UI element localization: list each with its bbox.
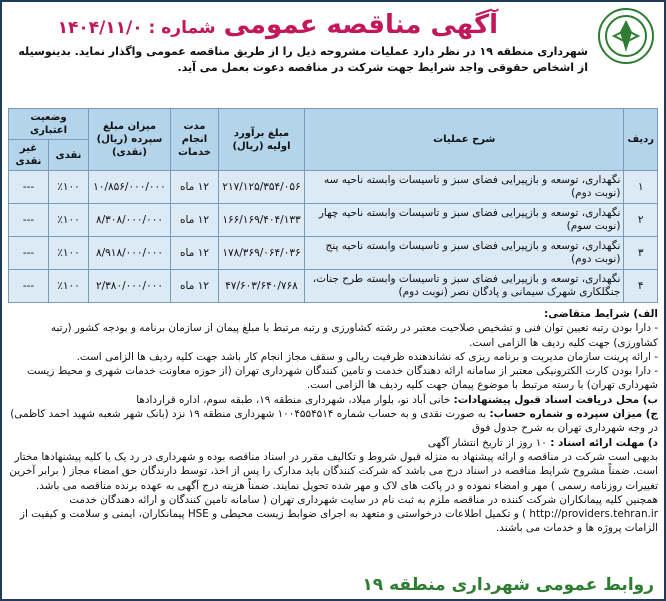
row-deposit: ۸/۹۱۸/۰۰۰/۰۰۰ [89,237,171,270]
row-noncash: --- [9,270,49,303]
row-description: نگهداری، توسعه و بازپیرایی فضای سبز و تاسیسات وابسته ناحیه پنج (نوبت دوم) [305,237,624,270]
row-number: ۱ [624,171,658,204]
conditions [8,307,658,536]
row-number: ۴ [624,270,658,303]
header-noncash: غیر نقدی [9,140,49,171]
header-credit-status: وضعیت اعتباری [9,109,89,140]
header-estimate: مبلغ برآورد اولیه (ریال) [219,109,305,171]
intro-text: شهرداری منطقه ۱۹ در نظر دارد عملیات مشروحه ذیل را از طریق مناقصه عمومی واگذار نماید. بدینوسیله از اشخاص حقوقی واجد شرایط جهت شرکت در مناقصه دعوت بعمل می آید. [18,45,588,74]
conditions-a-title: الف) شرایط متقاضی: [544,308,658,320]
condition-c-label: ج) میزان سپرده و شماره حساب: [489,408,658,421]
title-row [58,10,498,40]
header-duration: مدت انجام خدمات [171,109,219,171]
condition-d-label: د) مهلت ارائه اسناد : [550,436,658,449]
row-deposit: ۲/۳۸۰/۰۰۰/۰۰۰ [89,270,171,303]
table-row [9,171,658,204]
row-cash: ٪۱۰۰ [49,270,89,303]
row-noncash: --- [9,204,49,237]
row-deposit: ۱۰/۸۵۶/۰۰۰/۰۰۰ [89,171,171,204]
row-estimate: ۲۱۷/۱۲۵/۳۵۴/۰۵۶ [219,171,305,204]
row-number: ۲ [624,204,658,237]
row-estimate: ۱۷۸/۳۶۹/۰۶۴/۰۳۶ [219,237,305,270]
header-description: شرح عملیات [305,109,624,171]
condition-c [8,407,658,436]
condition-a1: - دارا بودن رتبه تعیین توان فنی و تشخیص صلاحیت معتبر در رشته کشاورزی و رتبه مرتبط با مبلغ پیمان از سازمان برنامه و بودجه کشور (رتبه کشاورزی) جهت کلیه ردیف ها الزامی است. [50,322,658,349]
tehran-municipality-logo [598,8,654,64]
row-duration: ۱۲ ماه [171,270,219,303]
condition-b-text: خانی آباد نو، بلوار میلاد، شهرداری منطقه ۱۹، طبقه سوم، اداره قراردادها [136,393,451,406]
condition-a3: - دارا بودن کارت الکترونیکی معتبر از سامانه ارائه دهندگان خدمت و تامین کنندگان شهرداری تهران (از حوزه معاونت خدمات شهری و محیط زیست شهرداری تهران) با رسته مرتبط با موضوع پیمان جهت کلیه ردیف ها الزامی است. [27,365,658,392]
condition-c-text: به صورت نقدی و به حساب شماره ۱۰۰۴۵۵۴۵۱۴ شهرداری منطقه ۱۹ نزد (بانک شهر شعبه شهید احمد کاظمی) در وجه شهرداری تهران به شرح جدول فوق [10,408,658,435]
logo-emblem-icon [602,12,650,60]
header-cash: نقدی [49,140,89,171]
condition-d-text: ۱۰ روز از تاریخ انتشار آگهی [427,436,547,449]
condition-b-label: ب) محل دریافت اسناد قبول پیشنهادات: [453,393,658,406]
table-row [9,204,658,237]
page-title: آگهی مناقصه عمومی [223,10,498,40]
footer-signature: روابط عمومی شهرداری منطقه ۱۹ [362,575,654,595]
row-estimate: ۴۷/۶۰۳/۶۴۰/۷۶۸ [219,270,305,303]
row-noncash: --- [9,171,49,204]
final-paragraph: بدیهی است شرکت در مناقصه و ارائه پیشنهاد به منزله قبول شروط و تکالیف مقرر در اسناد مناقصه بوده و شهرداری در رد یک یا کلیه پیشنهادها مختار است. ضمناً مشروح شرایط مناقصه در اسناد درج می باشد که شرکت کنندگان باید مدارک را پس از اخذ، توسط دارندگان حق امضاء مجاز ( برابر آخرین تغییرات روزنامه رسمی ) مهر و امضاء نموده و در پاکت های لاک و مهر شده تحویل نمایند. ضمناً هزینه درج آگهی به عهده برنده مناقصه می باشد. همچنین کلیه پیمانکاران شرکت کننده در مناقصه ملزم به ثبت نام در سایت شهرداری تهران ( سامانه تامین کنندگان و ارائه دهندگان خدمت http://providers.tehran.ir ) و تکمیل اطلاعات درخواستی و متعهد به اجرای ضوابط زیست محیطی و HSE پیمانکاران، ایمنی و سلامت و کیفیت از الزامات پروژه ها و خدمات می باشند. [9,450,658,535]
condition-d [8,436,658,450]
row-cash: ٪۱۰۰ [49,204,89,237]
header-deposit: میزان مبلغ سپرده (ریال) (نقدی) [89,109,171,171]
header [8,6,658,74]
row-cash: ٪۱۰۰ [49,237,89,270]
row-number: ۳ [624,237,658,270]
row-duration: ۱۲ ماه [171,237,219,270]
table-row [9,237,658,270]
header-row-number: ردیف [624,109,658,171]
condition-b [8,393,658,407]
row-description: نگهداری، توسعه و بازپیرایی فضای سبز و تاسیسات وابسته ناحیه چهار (نوبت سوم) [305,204,624,237]
row-description: نگهداری، توسعه و بازپیرایی فضای سبز و تاسیسات وابسته ناحیه سه (نوبت دوم) [305,171,624,204]
row-description: نگهداری، توسعه و بازپیرایی فضای سبز و تاسیسات وابسته طرح جنات، جنگلکاری شهرک سیمانی و پادگان نصر (نوبت دوم) [305,270,624,303]
row-deposit: ۸/۳۰۸/۰۰۰/۰۰۰ [89,204,171,237]
table-row [9,270,658,303]
row-duration: ۱۲ ماه [171,204,219,237]
notice-number: شماره : ۱۴۰۴/۱۱/۰ [57,18,216,38]
row-estimate: ۱۶۶/۱۶۹/۴۰۴/۱۳۳ [219,204,305,237]
tender-table [8,108,658,303]
row-duration: ۱۲ ماه [171,171,219,204]
row-noncash: --- [9,237,49,270]
condition-a2: - ارائه پرینت سازمان مدیریت و برنامه ریزی که نشاندهنده ظرفیت ریالی و سقف مجاز انجام کار باشد جهت کلیه ردیف ها الزامی است. [76,350,658,363]
row-cash: ٪۱۰۰ [49,171,89,204]
